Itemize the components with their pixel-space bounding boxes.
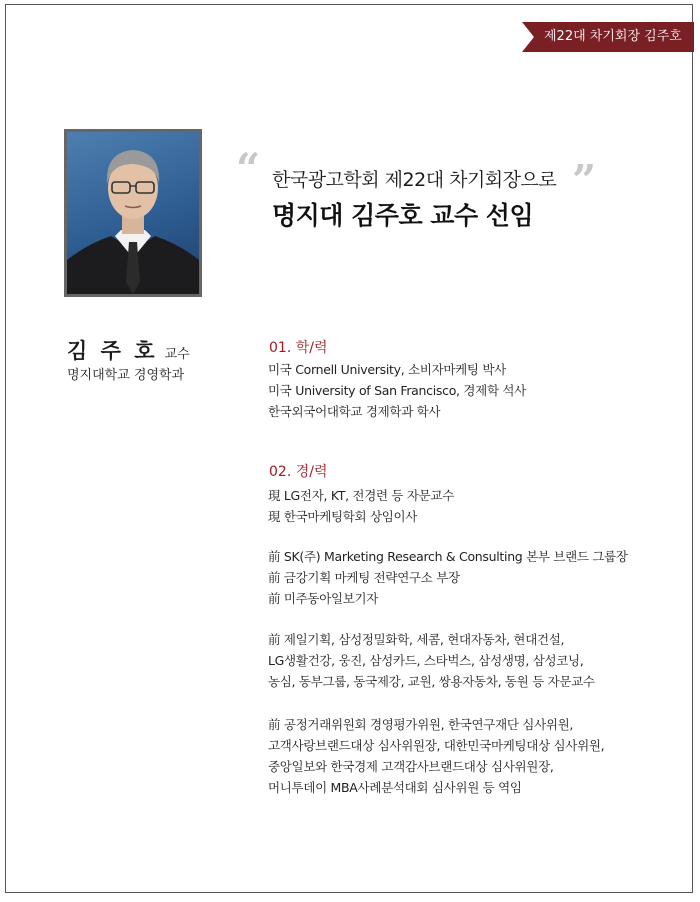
list-item: 농심, 동부그룹, 동국제강, 교원, 쌍용자동차, 동원 등 자문교수 (268, 674, 595, 689)
career-committee-list (268, 714, 604, 798)
list-item: 現 LG전자, KT, 전경련 등 자문교수 (268, 488, 454, 503)
headline-line-1: 한국광고학회 제22대 차기회장으로 (272, 169, 557, 191)
person-name (67, 335, 190, 365)
header-tab-label: 제22대 차기회장 김주호 교수 (544, 29, 682, 74)
list-item: 現 한국마케팅학회 상임이사 (268, 509, 418, 524)
close-quote-mark: ” (572, 156, 597, 205)
headline-line-2: 명지대 김주호 교수 선임 (272, 201, 534, 230)
list-item: 前 제일기획, 삼성정밀화학, 세콤, 현대자동차, 현대건설, (268, 632, 565, 647)
career-advisory-list (268, 629, 595, 692)
list-item: 중앙일보와 한국경제 고객감사브랜드대상 심사위원장, (268, 759, 554, 774)
list-item: 前 금강기획 마케팅 전략연구소 부장 (268, 570, 460, 585)
list-item: 머니투데이 MBA사례분석대회 심사위원 등 역임 (268, 780, 522, 795)
list-item: 前 SK(주) Marketing Research & Consulting 본부 브랜드 그룹장 (268, 549, 628, 564)
career-heading: 02. 경/력 (269, 464, 328, 480)
person-title: 교수 (164, 347, 190, 362)
header-tab (522, 22, 694, 74)
education-list (268, 359, 526, 422)
list-item: 미국 University of San Francisco, 경제학 석사 (268, 383, 526, 398)
list-item: 前 미주동아일보기자 (268, 591, 379, 606)
career-current-list (268, 485, 454, 527)
person-name-text: 김 주 호 (67, 339, 158, 363)
list-item: 前 공정거래위원회 경영평가위원, 한국연구재단 심사위원, (268, 717, 574, 732)
career-former-list (268, 546, 628, 609)
list-item: 고객사랑브랜드대상 심사위원장, 대한민국마케팅대상 심사위원, (268, 738, 605, 753)
open-quote-mark: “ (236, 144, 261, 193)
person-affiliation: 명지대학교 경영학과 (67, 368, 185, 383)
list-item: 한국외국어대학교 경제학과 학사 (268, 404, 441, 419)
education-heading: 01. 학/력 (269, 340, 328, 356)
list-item: 미국 Cornell University, 소비자마케팅 박사 (268, 362, 506, 377)
portrait-image (67, 132, 199, 294)
profile-photo (64, 129, 202, 297)
list-item: LG생활건강, 웅진, 삼성카드, 스타벅스, 삼성생명, 삼성코닝, (268, 653, 584, 668)
